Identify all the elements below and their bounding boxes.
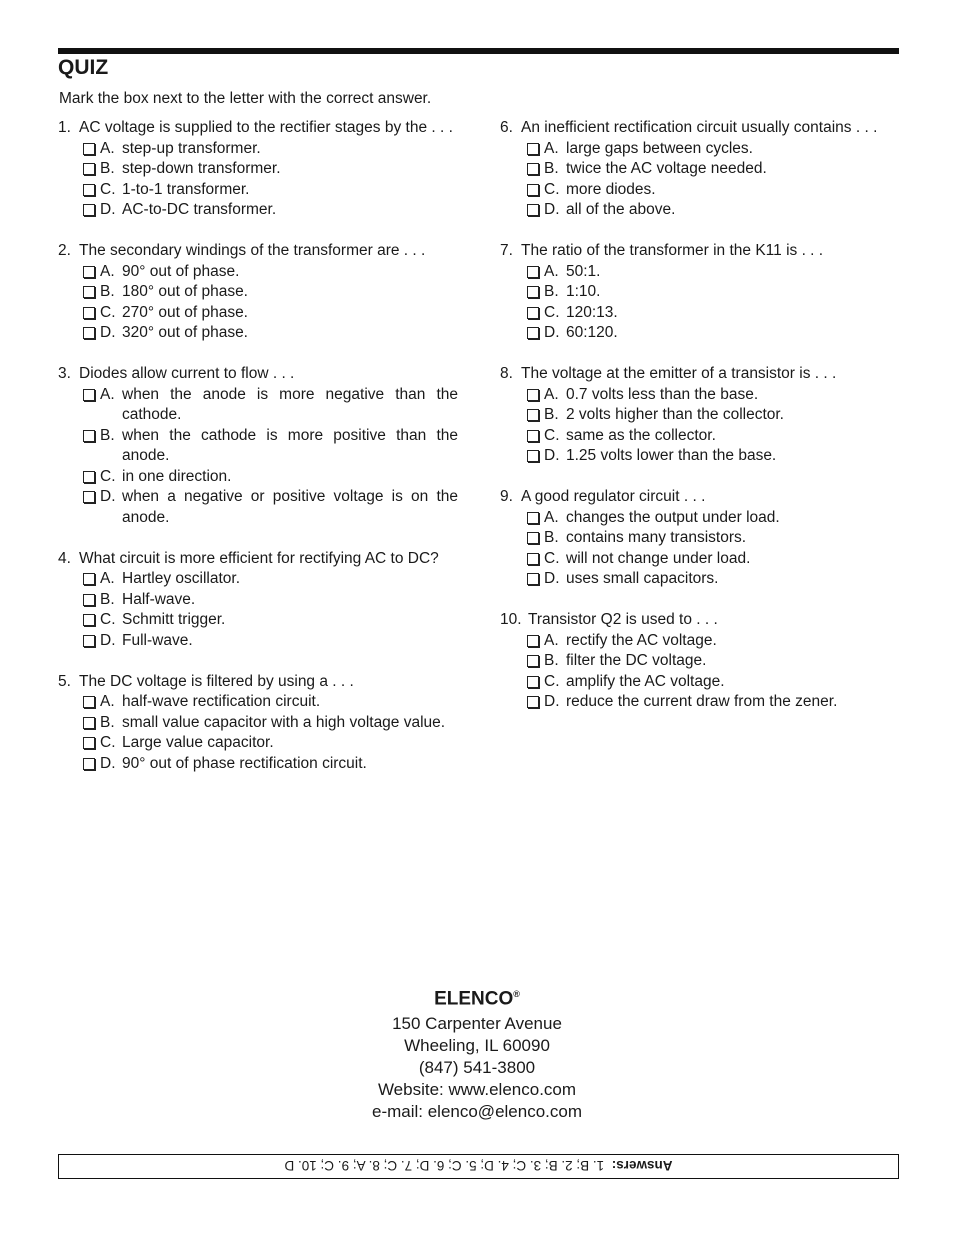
answer-option[interactable]: [83, 262, 458, 283]
option-text: 0.7 volts less than the base.: [566, 385, 759, 403]
company-footer: [0, 980, 954, 1123]
question-text: The secondary windings of the transformer are . . .: [79, 242, 426, 259]
phone-number: (847) 541-3800: [418, 1058, 536, 1078]
answer-option[interactable]: [83, 713, 458, 734]
option-text: in one direction.: [122, 467, 232, 485]
registered-mark: ®: [513, 989, 520, 999]
checkbox-icon[interactable]: [527, 532, 539, 544]
question-stem: [58, 672, 458, 693]
question-text: Transistor Q2 is used to . . .: [528, 611, 718, 628]
option-text: half-wave rectification circuit.: [122, 693, 321, 710]
quiz-instructions: Mark the box next to the letter with the correct answer.: [59, 90, 432, 107]
option-text: 1:10.: [566, 283, 601, 300]
checkbox-icon[interactable]: [83, 491, 95, 503]
checkbox-icon[interactable]: [83, 614, 95, 626]
answer-option[interactable]: [527, 672, 910, 693]
question-6: [500, 118, 910, 221]
option-text: step-down transformer.: [122, 160, 281, 177]
checkbox-icon[interactable]: [83, 758, 95, 770]
answer-option[interactable]: [527, 323, 910, 344]
option-text: step-up transformer.: [122, 139, 261, 157]
option-text: 1-to-1 transformer.: [122, 180, 250, 198]
question-stem: [500, 118, 910, 139]
checkbox-icon[interactable]: [527, 286, 539, 298]
website-line: Website: www.elenco.com: [377, 1080, 577, 1100]
checkbox-icon[interactable]: [527, 696, 539, 708]
answer-key-upside-down: [59, 1158, 898, 1173]
checkbox-icon[interactable]: [83, 184, 95, 196]
option-letter: C.: [544, 549, 560, 567]
checkbox-icon[interactable]: [83, 327, 95, 339]
option-text: small value capacitor with a high voltage value.: [122, 713, 446, 731]
checkbox-icon[interactable]: [527, 327, 539, 339]
question-stem: [500, 487, 910, 508]
option-text: reduce the current draw from the zener.: [566, 693, 838, 710]
question-1: [58, 118, 458, 221]
question-text: AC voltage is supplied to the rectifier stages by the . . .: [79, 119, 453, 136]
answer-option[interactable]: [527, 139, 910, 160]
option-letter: D.: [100, 488, 116, 505]
option-letter: B.: [100, 160, 115, 177]
question-number: 8.: [500, 365, 513, 382]
option-letter: B.: [100, 713, 115, 731]
answer-option[interactable]: [83, 692, 458, 713]
question-number: 3.: [58, 365, 71, 382]
option-letter: A.: [100, 570, 115, 587]
answer-key-text: 1. B; 2. B; 3. C; 4. D; 5. C; 6. D; 7. C; 8. A; 9. C; 10. D: [284, 1158, 605, 1173]
option-text: more diodes.: [566, 180, 656, 198]
question-text: What circuit is more efficient for rectifying AC to DC?: [79, 549, 439, 567]
answer-option[interactable]: [83, 467, 458, 488]
option-text: Schmitt trigger.: [122, 611, 226, 628]
option-letter: C.: [100, 611, 116, 628]
question-10: [500, 610, 910, 713]
checkbox-icon[interactable]: [83, 163, 95, 175]
option-text: Large value capacitor.: [122, 734, 274, 751]
checkbox-icon[interactable]: [83, 389, 95, 401]
question-stem: [58, 364, 458, 385]
option-text: 90° out of phase rectification circuit.: [122, 754, 367, 772]
option-letter: A.: [544, 631, 559, 649]
option-letter: B.: [544, 652, 559, 669]
option-letter: A.: [100, 385, 115, 403]
option-letter: C.: [544, 303, 560, 321]
option-text: uses small capacitors.: [566, 570, 719, 587]
answer-option[interactable]: [527, 385, 910, 406]
answer-option[interactable]: [527, 528, 910, 549]
question-text: The voltage at the emitter of a transistor is . . .: [521, 365, 837, 382]
option-letter: D.: [100, 201, 116, 218]
answer-option[interactable]: [527, 426, 910, 447]
question-number: 6.: [500, 119, 513, 136]
question-number: 9.: [500, 488, 513, 505]
option-letter: D.: [544, 693, 560, 710]
answer-option[interactable]: [83, 385, 458, 426]
option-letter: D.: [100, 631, 116, 649]
option-text: large gaps between cycles.: [566, 139, 753, 157]
answer-option[interactable]: [83, 487, 458, 528]
question-number: 5.: [58, 672, 71, 690]
option-letter: A.: [100, 262, 115, 280]
answer-option[interactable]: [83, 282, 458, 303]
option-text: when the cathode is more positive than the anode.: [122, 426, 458, 464]
option-letter: A.: [544, 139, 559, 157]
question-4: [58, 549, 458, 652]
checkbox-icon[interactable]: [83, 286, 95, 298]
checkbox-icon[interactable]: [83, 430, 95, 442]
option-text: 270° out of phase.: [122, 303, 248, 321]
checkbox-icon[interactable]: [527, 266, 539, 278]
answer-option[interactable]: [83, 426, 458, 467]
answer-option[interactable]: [527, 569, 910, 590]
checkbox-icon[interactable]: [527, 184, 539, 196]
option-text: when the anode is more negative than the cathode.: [122, 385, 458, 423]
questions-right-column: [500, 118, 910, 733]
checkbox-icon[interactable]: [527, 573, 539, 585]
question-stem: [58, 549, 458, 570]
question-stem: [500, 241, 910, 262]
option-text: twice the AC voltage needed.: [566, 160, 767, 177]
option-text: 320° out of phase.: [122, 324, 248, 341]
answer-option[interactable]: [83, 733, 458, 754]
question-number: 2.: [58, 242, 71, 259]
option-text: changes the output under load.: [566, 508, 780, 526]
option-text: all of the above.: [566, 201, 676, 218]
answer-option[interactable]: [83, 303, 458, 324]
answer-option[interactable]: [83, 569, 458, 590]
question-number: 7.: [500, 242, 513, 259]
option-letter: B.: [100, 426, 115, 444]
answer-key-label: Answers:: [611, 1158, 673, 1173]
question-text: An inefficient rectification circuit usually contains . . .: [521, 119, 878, 136]
option-letter: D.: [100, 324, 116, 341]
option-text: when a negative or positive voltage is on the anode.: [122, 488, 458, 526]
option-text: Half-wave.: [122, 590, 196, 608]
option-text: AC-to-DC transformer.: [122, 201, 277, 218]
checkbox-icon[interactable]: [83, 266, 95, 278]
brand-name: [0, 980, 954, 1013]
checkbox-icon[interactable]: [527, 163, 539, 175]
top-rule: [58, 48, 899, 54]
answer-option[interactable]: [527, 692, 910, 713]
answer-option[interactable]: [527, 262, 910, 283]
option-text: will not change under load.: [566, 549, 751, 567]
option-letter: C.: [100, 734, 116, 751]
checkbox-icon[interactable]: [83, 635, 95, 647]
checkbox-icon[interactable]: [527, 450, 539, 462]
email-line: e-mail: elenco@elenco.com: [371, 1102, 583, 1122]
option-letter: B.: [544, 283, 559, 300]
option-text: filter the DC voltage.: [566, 652, 707, 669]
question-8: [500, 364, 910, 467]
questions-left-column: [58, 118, 458, 795]
answer-option[interactable]: [527, 180, 910, 201]
option-letter: C.: [544, 426, 560, 444]
checkbox-icon[interactable]: [83, 307, 95, 319]
answer-option[interactable]: [527, 303, 910, 324]
checkbox-icon[interactable]: [83, 696, 95, 708]
option-text: contains many transistors.: [566, 529, 747, 546]
answer-option[interactable]: [527, 549, 910, 570]
checkbox-icon[interactable]: [83, 717, 95, 729]
option-letter: C.: [100, 303, 116, 321]
answer-option[interactable]: [527, 631, 910, 652]
option-letter: A.: [544, 385, 559, 403]
checkbox-icon[interactable]: [83, 737, 95, 749]
option-letter: D.: [544, 324, 560, 341]
option-letter: A.: [100, 139, 115, 157]
answer-option[interactable]: [527, 508, 910, 529]
question-text: The ratio of the transformer in the K11 is . . .: [521, 242, 824, 259]
option-text: 50:1.: [566, 262, 601, 280]
answer-key-box: [58, 1154, 899, 1179]
question-number: 1.: [58, 119, 71, 136]
checkbox-icon[interactable]: [527, 635, 539, 647]
option-text: amplify the AC voltage.: [566, 672, 725, 690]
checkbox-icon[interactable]: [83, 204, 95, 216]
option-text: 120:13.: [566, 303, 618, 321]
checkbox-icon[interactable]: [83, 594, 95, 606]
option-text: 90° out of phase.: [122, 262, 240, 280]
option-text: Hartley oscillator.: [122, 570, 241, 587]
question-number: 4.: [58, 549, 71, 567]
question-text: A good regulator circuit . . .: [521, 488, 706, 505]
question-number: 10.: [500, 611, 522, 628]
answer-option[interactable]: [527, 200, 910, 221]
answer-option[interactable]: [83, 139, 458, 160]
answer-option[interactable]: [83, 610, 458, 631]
option-text: rectify the AC voltage.: [566, 631, 717, 649]
question-text: The DC voltage is filtered by using a . . .: [79, 672, 354, 690]
answer-option[interactable]: [83, 180, 458, 201]
option-text: 1.25 volts lower than the base.: [566, 447, 777, 464]
checkbox-icon[interactable]: [83, 143, 95, 155]
option-letter: D.: [544, 570, 560, 587]
option-letter: C.: [544, 672, 560, 690]
checkbox-icon[interactable]: [527, 143, 539, 155]
checkbox-icon[interactable]: [527, 553, 539, 565]
answer-option[interactable]: [83, 631, 458, 652]
question-2: [58, 241, 458, 344]
question-text: Diodes allow current to flow . . .: [79, 365, 295, 382]
checkbox-icon[interactable]: [527, 430, 539, 442]
option-letter: C.: [544, 180, 560, 198]
question-stem: [500, 610, 910, 631]
checkbox-icon[interactable]: [83, 573, 95, 585]
checkbox-icon[interactable]: [527, 512, 539, 524]
answer-option[interactable]: [527, 446, 910, 467]
option-letter: C.: [100, 180, 116, 198]
answer-option[interactable]: [83, 754, 458, 775]
question-9: [500, 487, 910, 590]
option-letter: A.: [544, 262, 559, 280]
option-text: 60:120.: [566, 324, 618, 341]
answer-option[interactable]: [83, 323, 458, 344]
city-state-zip: Wheeling, IL 60090: [404, 1036, 550, 1056]
option-letter: D.: [544, 447, 560, 464]
question-5: [58, 672, 458, 775]
answer-option[interactable]: [83, 590, 458, 611]
question-stem: [58, 241, 458, 262]
option-letter: B.: [544, 529, 559, 546]
checkbox-icon[interactable]: [527, 307, 539, 319]
brand-text: ELENCO: [434, 988, 514, 1010]
question-7: [500, 241, 910, 344]
option-text: 2 volts higher than the collector.: [566, 406, 784, 423]
question-stem: [58, 118, 458, 139]
option-letter: C.: [100, 467, 116, 485]
answer-option[interactable]: [527, 405, 910, 426]
option-letter: D.: [544, 201, 560, 218]
street-address: 150 Carpenter Avenue: [392, 1014, 562, 1034]
option-letter: B.: [544, 406, 559, 423]
question-stem: [500, 364, 910, 385]
checkbox-icon[interactable]: [527, 676, 539, 688]
answer-option[interactable]: [527, 159, 910, 180]
question-3: [58, 364, 458, 528]
option-text: 180° out of phase.: [122, 283, 248, 300]
checkbox-icon[interactable]: [527, 389, 539, 401]
quiz-title: QUIZ: [58, 56, 109, 79]
option-letter: B.: [544, 160, 559, 177]
option-text: Full-wave.: [122, 631, 193, 649]
checkbox-icon[interactable]: [527, 655, 539, 667]
option-letter: D.: [100, 754, 116, 772]
checkbox-icon[interactable]: [527, 409, 539, 421]
option-letter: A.: [544, 508, 559, 526]
checkbox-icon[interactable]: [527, 204, 539, 216]
checkbox-icon[interactable]: [83, 471, 95, 483]
answer-option[interactable]: [527, 651, 910, 672]
option-letter: B.: [100, 283, 115, 300]
answer-option[interactable]: [527, 282, 910, 303]
answer-option[interactable]: [83, 159, 458, 180]
option-text: same as the collector.: [566, 426, 716, 444]
answer-option[interactable]: [83, 200, 458, 221]
option-letter: A.: [100, 693, 115, 710]
option-letter: B.: [100, 590, 115, 608]
